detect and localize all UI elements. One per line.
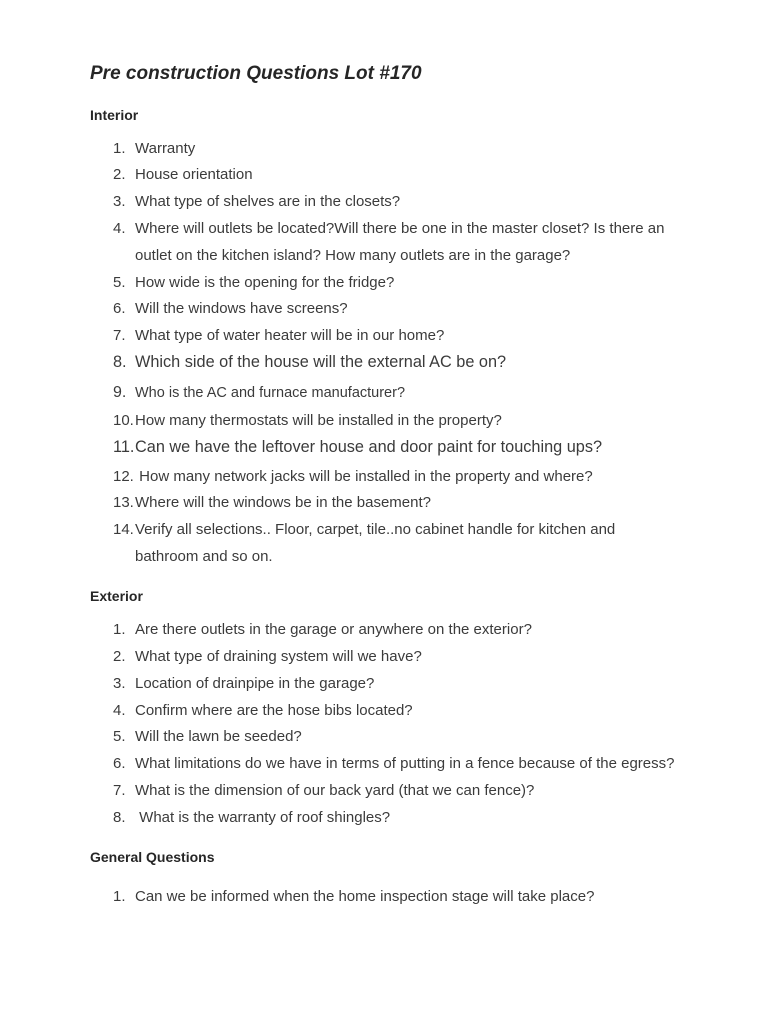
question-item: [113, 670, 374, 697]
question-number: 7.: [113, 781, 126, 799]
question-item: [113, 750, 674, 777]
question-number: 9.: [113, 383, 127, 401]
section-heading-interior: Interior: [90, 107, 139, 123]
question-text: Verify all selections.. Floor, carpet, tile..no cabinet handle for kitchen and bathroom and so on.: [135, 520, 620, 565]
question-text: Who is the AC and furnace manufacturer?: [135, 384, 406, 401]
question-item: [113, 295, 348, 322]
question-item: [113, 188, 400, 215]
question-text: What limitations do we have in terms of putting in a fence because of the egress?: [135, 754, 675, 772]
question-text: Location of drainpipe in the garage?: [135, 674, 375, 692]
question-item: [113, 135, 195, 162]
question-text: What type of water heater will be in our home?: [135, 326, 445, 344]
question-item: [113, 407, 502, 434]
question-text: Are there outlets in the garage or anywhere on the exterior?: [135, 620, 532, 638]
question-number: 8.: [113, 808, 126, 826]
question-number: 11.: [113, 437, 135, 456]
question-text: Will the windows have screens?: [135, 299, 348, 317]
question-number: 2.: [113, 165, 126, 183]
question-text: What type of draining system will we have?: [135, 647, 422, 665]
document-title: Pre construction Questions Lot #170: [90, 63, 422, 84]
question-text: How many network jacks will be installed in the property and where?: [135, 467, 593, 485]
question-number: 1.: [113, 887, 126, 905]
question-item: [113, 489, 431, 516]
section-heading-exterior: Exterior: [90, 588, 143, 604]
question-text: Which side of the house will the external AC be on?: [135, 352, 507, 371]
question-number: 1.: [113, 620, 126, 638]
question-item: [113, 697, 413, 724]
section-heading-general-questions: General Questions: [90, 849, 215, 865]
question-item: [113, 463, 593, 490]
question-item: [113, 616, 532, 643]
question-text: Can we be informed when the home inspection stage will take place?: [135, 887, 595, 905]
question-item: [113, 379, 405, 407]
question-item: [113, 804, 390, 831]
question-number: 12.: [113, 467, 134, 485]
question-item: [113, 349, 506, 376]
question-item: [113, 777, 534, 804]
question-text: Can we have the leftover house and door paint for touching ups?: [135, 437, 603, 456]
question-text: Where will the windows be in the basement?: [135, 493, 431, 511]
question-item: [113, 516, 670, 570]
question-number: 4.: [113, 701, 126, 719]
question-item: [113, 269, 394, 296]
question-item: [113, 723, 302, 750]
question-item: [113, 643, 422, 670]
question-number: 5.: [113, 727, 126, 745]
question-item: [113, 161, 253, 188]
question-text: What is the warranty of roof shingles?: [135, 808, 391, 826]
question-text: What type of shelves are in the closets?: [135, 192, 401, 210]
question-number: 4.: [113, 219, 126, 237]
question-text: What is the dimension of our back yard (that we can fence)?: [135, 781, 535, 799]
question-item: [113, 215, 670, 269]
question-number: 2.: [113, 647, 126, 665]
question-number: 13.: [113, 493, 134, 511]
question-number: 6.: [113, 299, 126, 317]
question-text: House orientation: [135, 165, 253, 183]
question-number: 7.: [113, 326, 126, 344]
question-number: 3.: [113, 192, 126, 210]
question-text: Confirm where are the hose bibs located?: [135, 701, 413, 719]
question-number: 1.: [113, 139, 126, 157]
question-text: How wide is the opening for the fridge?: [135, 273, 395, 291]
question-text: Will the lawn be seeded?: [135, 727, 302, 745]
question-item: [113, 322, 444, 349]
question-number: 8.: [113, 352, 127, 371]
question-number: 14.: [113, 520, 134, 538]
question-item: [113, 434, 602, 461]
question-number: 5.: [113, 273, 126, 291]
question-text: Where will outlets be located?Will there be one in the master closet? Is there an outlet on the kitchen island? How many outlets are in the garage?: [135, 219, 669, 264]
question-number: 10.: [113, 411, 134, 429]
question-number: 6.: [113, 754, 126, 772]
question-item: [113, 883, 594, 910]
question-text: How many thermostats will be installed in the property?: [135, 411, 502, 429]
question-text: Warranty: [135, 139, 196, 157]
question-number: 3.: [113, 674, 126, 692]
